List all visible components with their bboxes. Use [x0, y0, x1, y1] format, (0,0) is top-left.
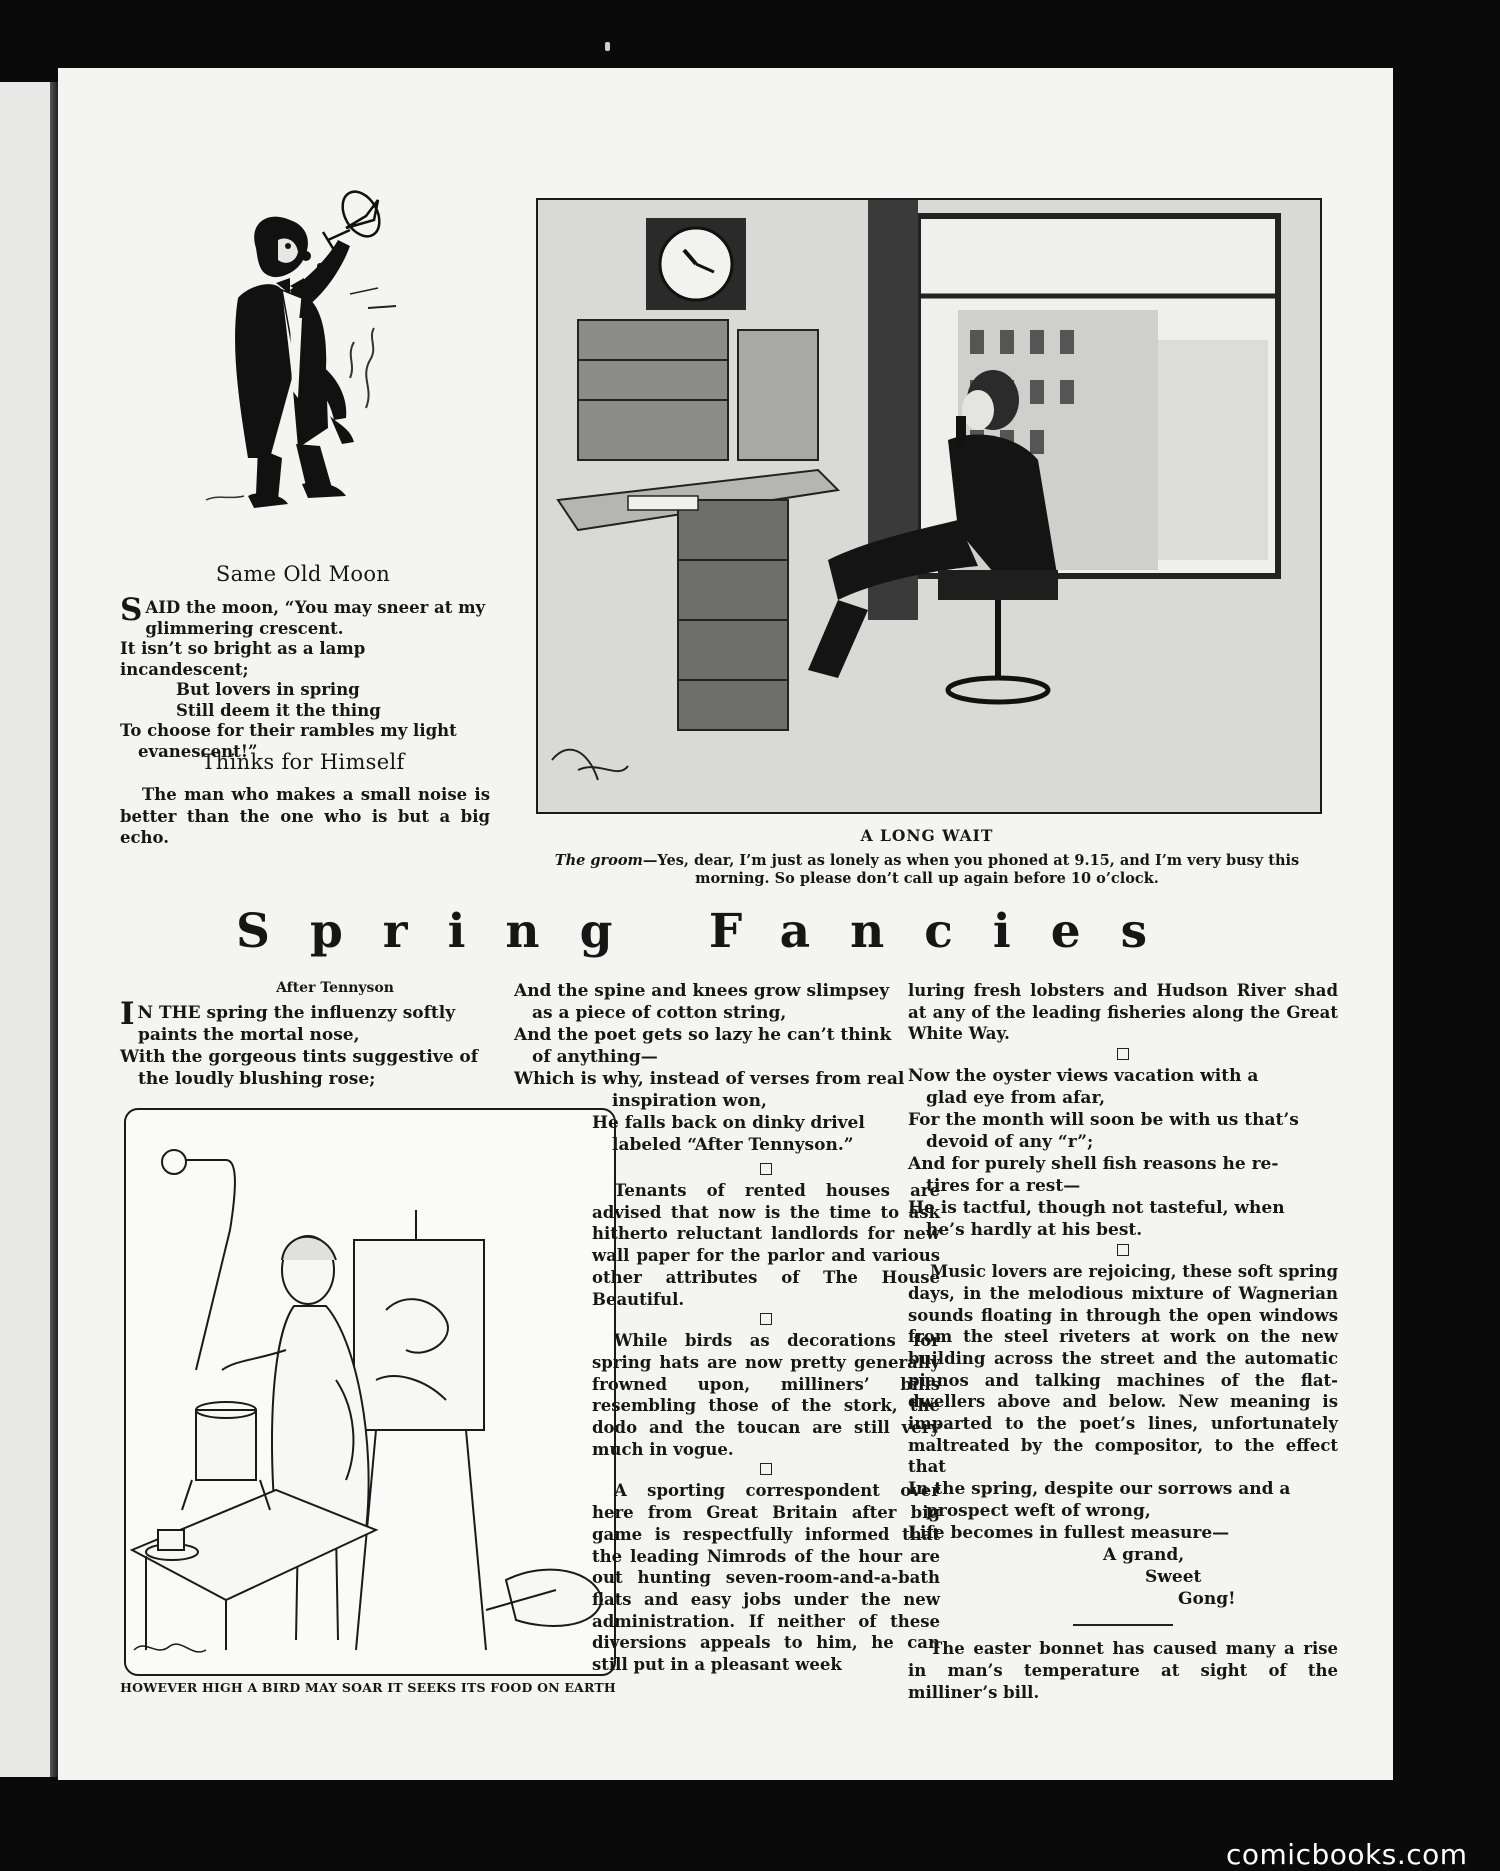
tenants-paragraph: Tenants of rented houses are advised that now is the time to ask hitherto reluctant landlords for new wall paper for the parlor and various other attributes of The House Beautiful.: [592, 1181, 940, 1309]
oyster-line-6: tires for a rest—: [926, 1176, 1081, 1197]
spring-col2-line-1: And the spine and knees grow slimpsey: [514, 981, 890, 1001]
thinks-title: Thinks for Himself: [201, 750, 405, 774]
section-divider: [760, 1313, 772, 1325]
spring-col2-line-8: labeled “After Tennyson.”: [612, 1135, 854, 1155]
site-watermark: comicbooks.com: [1226, 1838, 1468, 1871]
monkey-drinking-illustration: [178, 128, 438, 528]
oyster-line-7: He is tactful, though not tasteful, when: [908, 1198, 1285, 1219]
spring-col1-line-3: With the gorgeous tints suggestive of: [120, 1047, 479, 1067]
moon-line-6: To choose for their rambles my light: [120, 721, 457, 740]
previous-page-edge: [0, 82, 53, 1777]
moon-line-1: AID the moon, “You may sneer at my: [145, 598, 486, 617]
oyster-line-5: And for purely shell fish reasons he re-: [908, 1154, 1279, 1175]
section-divider: [1117, 1048, 1129, 1060]
bird-caption: HOWEVER HIGH A BIRD MAY SOAR IT SEEKS ITS FOOD ON EARTH: [120, 1680, 616, 1695]
music-verse-5: Sweet: [1145, 1567, 1202, 1588]
bonnet-paragraph: The easter bonnet has caused many a rise in man’s temperature at sight of the milliner’s bill.: [908, 1639, 1338, 1702]
artist-cooking-scene: [126, 1110, 614, 1674]
moon-line-3: It isn’t so bright as a lamp incandescent;: [120, 639, 366, 679]
lobsters-paragraph: luring fresh lobsters and Hudson River shad at any of the leading fisheries along the Great White Way.: [908, 981, 1338, 1044]
section-divider: [760, 1463, 772, 1475]
thinks-body: [120, 784, 490, 849]
magazine-page: [58, 68, 1393, 1780]
spring-col2-line-2: as a piece of cotton string,: [532, 1003, 787, 1023]
long-wait-illustration: [536, 198, 1322, 814]
oyster-line-2: glad eye from afar,: [926, 1088, 1106, 1109]
spring-col2-line-6: inspiration won,: [612, 1091, 767, 1111]
long-wait-text: —Yes, dear, I’m just as lonely as when you phoned at 9.15, and I’m very busy this morning. So please don’t call up again before 10 o’clock.: [642, 852, 1300, 887]
spring-col1-line-1: N THE spring the influenzy softly: [137, 1003, 456, 1023]
thinks-text: The man who makes a small noise is better than the one who is but a big echo.: [120, 785, 490, 848]
spring-col1-line-4: the loudly blushing rose;: [138, 1069, 376, 1089]
moon-line-4: But lovers in spring: [176, 680, 360, 699]
scan-mark: [605, 42, 610, 51]
music-paragraph: Music lovers are rejoicing, these soft spring days, in the melodious mixture of Wagnerian sounds floating in through the open windows from the steel riveters at work on the new building across the street and the automatic pianos and talking machines of the flat-dwellers above and below. New meaning is imparted to the poet’s lines, unfortunately maltreated by the compositor, to the effect that: [908, 1262, 1338, 1477]
moon-line-7: evanescent!”: [138, 741, 258, 761]
moon-drop-cap: S: [120, 592, 143, 628]
spring-drop-cap: I: [120, 996, 135, 1032]
moon-line-5: Still deem it the thing: [176, 700, 381, 720]
spring-col2-prose: [592, 1160, 940, 1676]
sporting-paragraph: A sporting correspondent over here from Great Britain after big game is respectfully informed that the leading Nimrods of the hour are out hunting seven-room-and-a-bath flats and easy jobs under the new administration. If neither of these diversions appeals to him, he can still put in a pleasant week: [592, 1481, 940, 1675]
spring-byline: After Tennyson: [276, 980, 394, 996]
music-verse-6: Gong!: [1178, 1589, 1236, 1610]
music-verse-3: Life becomes in fullest measure—: [908, 1523, 1230, 1544]
oyster-line-8: he’s hardly at his best.: [926, 1220, 1143, 1241]
spring-col2-line-5: Which is why, instead of verses from real: [514, 1069, 905, 1089]
long-wait-speaker: The groom: [554, 852, 643, 869]
music-verse-4: A grand,: [1103, 1545, 1185, 1566]
spring-col1-verse: [120, 996, 550, 1090]
birds-paragraph: While birds as decorations for spring hats are now pretty generally frowned upon, milliners’ bills resembling those of the stork, the dodo and the toucan are still very much in vogue.: [592, 1331, 940, 1459]
oyster-line-3: For the month will soon be with us that’s: [908, 1110, 1299, 1131]
section-divider: [1117, 1244, 1129, 1256]
long-wait-title: A LONG WAIT: [860, 826, 994, 845]
moon-title: Same Old Moon: [215, 562, 391, 586]
closing-rule: [1073, 1624, 1173, 1626]
moon-line-2: glimmering crescent.: [145, 618, 344, 638]
spring-col1-line-2: paints the mortal nose,: [138, 1025, 360, 1045]
spring-col2-line-4: of anything—: [532, 1047, 658, 1067]
long-wait-caption: [536, 852, 1318, 888]
spring-col2-line-3: And the poet gets so lazy he can’t think: [514, 1025, 892, 1045]
spring-fancies-title: Spring Fancies: [236, 904, 1188, 959]
spring-col3: [908, 980, 1338, 1703]
music-verse-1: In the spring, despite our sorrows and a: [908, 1479, 1291, 1500]
section-divider: [760, 1163, 772, 1175]
oyster-line-1: Now the oyster views vacation with a: [908, 1066, 1259, 1087]
music-verse-2: prospect weft of wrong,: [926, 1501, 1151, 1522]
spring-col2-line-7: He falls back on dinky drivel: [592, 1113, 865, 1133]
bird-illustration: [124, 1108, 616, 1676]
spring-col2: [514, 980, 940, 1156]
office-scene: [538, 200, 1320, 812]
moon-poem: [120, 592, 498, 762]
oyster-line-4: devoid of any “r”;: [926, 1132, 1094, 1153]
